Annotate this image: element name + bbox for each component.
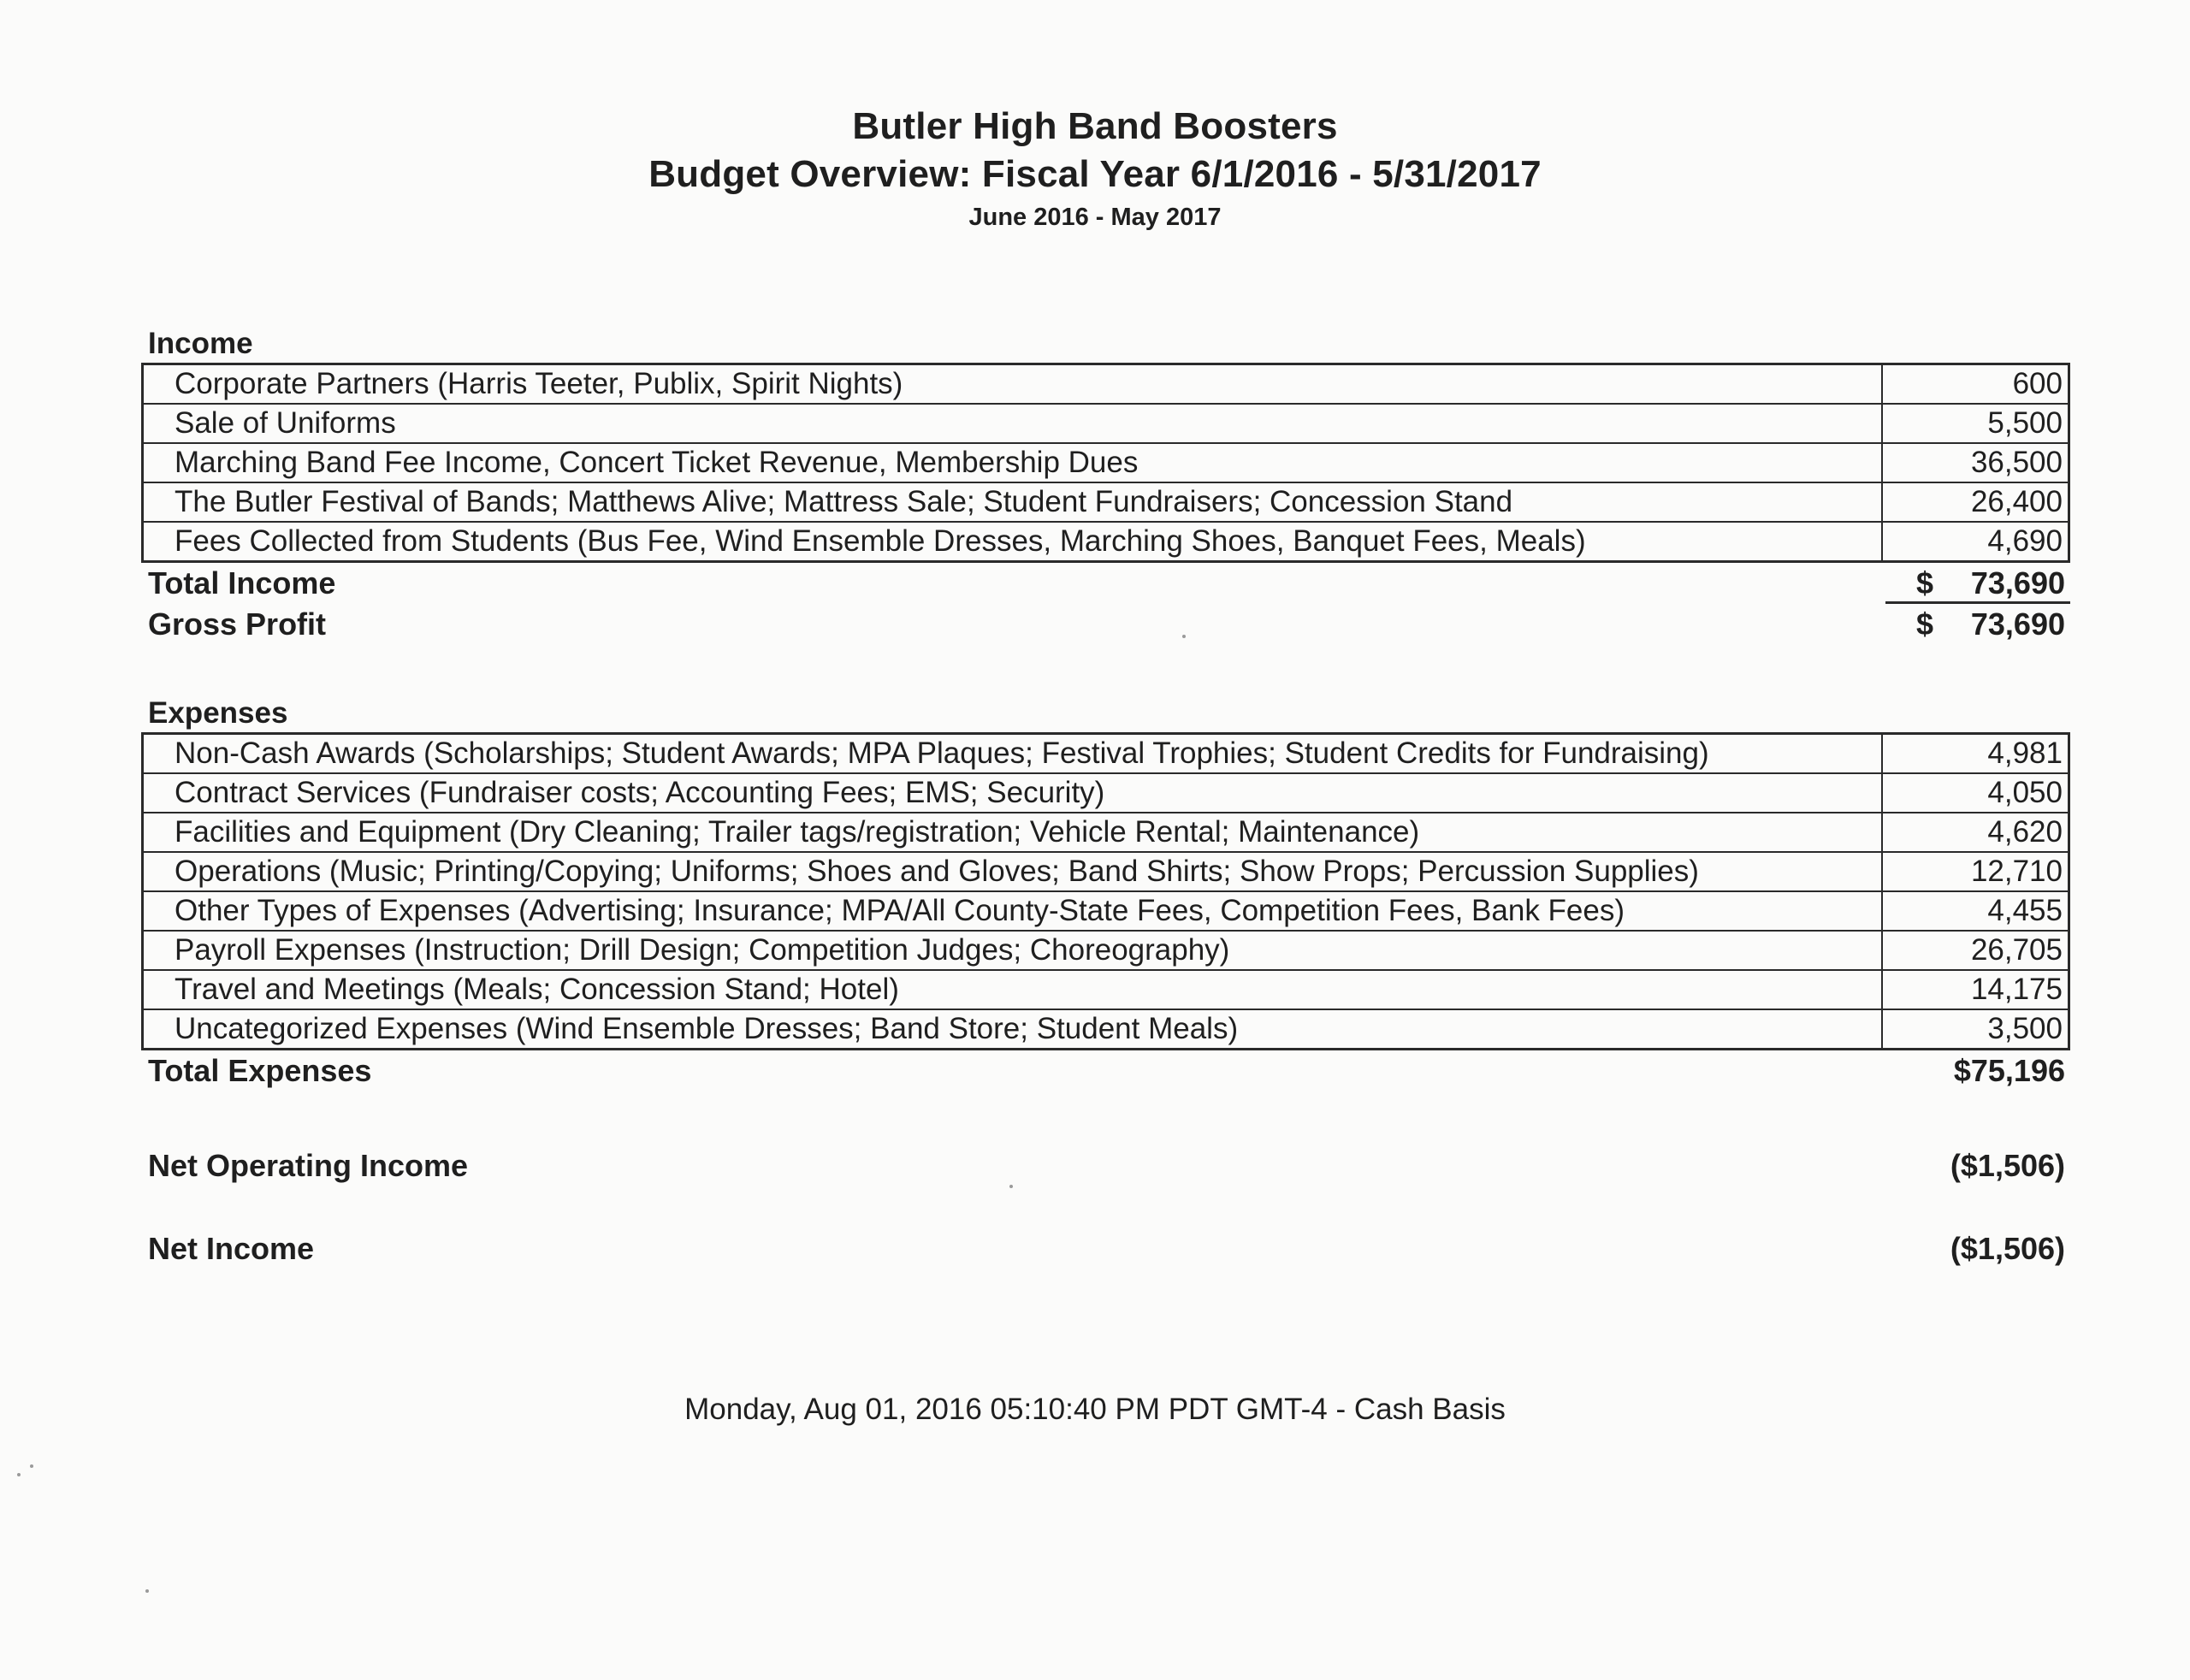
scan-speck bbox=[1009, 1185, 1013, 1188]
total-income-label: Total Income bbox=[148, 565, 336, 600]
expense-item-description: Non-Cash Awards (Scholarships; Student Awards; MPA Plaques; Festival Trophies; Student Credits for Fundraising) bbox=[143, 734, 1883, 774]
table-row bbox=[143, 482, 2069, 522]
income-item-amount: 26,400 bbox=[1882, 482, 2069, 522]
table-row bbox=[143, 404, 2069, 443]
gross-profit-amount: 73,690 bbox=[1970, 606, 2065, 642]
income-item-amount: 4,690 bbox=[1882, 522, 2069, 562]
income-item-description: Fees Collected from Students (Bus Fee, Wind Ensemble Dresses, Marching Shoes, Banquet Fees, Meals) bbox=[143, 522, 1883, 562]
scan-speck bbox=[17, 1473, 21, 1476]
net-income-value: ($1,506) bbox=[1950, 1231, 2065, 1266]
income-item-description: Sale of Uniforms bbox=[143, 404, 1883, 443]
gross-profit-value bbox=[1894, 604, 2065, 645]
expense-item-amount: 4,455 bbox=[1882, 891, 2069, 931]
net-operating-income-label: Net Operating Income bbox=[148, 1148, 469, 1183]
table-row bbox=[143, 852, 2069, 891]
table-row bbox=[143, 364, 2069, 405]
expense-item-description: Facilities and Equipment (Dry Cleaning; Trailer tags/registration; Vehicle Rental; Maintenance) bbox=[143, 813, 1883, 852]
document-header bbox=[0, 103, 2190, 234]
scan-speck bbox=[1182, 635, 1186, 638]
expense-item-amount: 14,175 bbox=[1882, 970, 2069, 1009]
table-row bbox=[143, 970, 2069, 1009]
report-title: Budget Overview: Fiscal Year 6/1/2016 - 5/31/2017 bbox=[648, 153, 1542, 195]
income-heading: Income bbox=[148, 327, 253, 360]
expense-item-description: Other Types of Expenses (Advertising; Insurance; MPA/All County-State Fees, Competition Fees, Bank Fees) bbox=[143, 891, 1883, 931]
table-row bbox=[143, 773, 2069, 813]
expense-item-description: Uncategorized Expenses (Wind Ensemble Dresses; Band Store; Student Meals) bbox=[143, 1009, 1883, 1050]
expense-item-amount: 4,620 bbox=[1882, 813, 2069, 852]
total-income-value bbox=[1894, 563, 2065, 604]
income-item-description: Marching Band Fee Income, Concert Ticket Revenue, Membership Dues bbox=[143, 443, 1883, 482]
report-period: June 2016 - May 2017 bbox=[968, 204, 1222, 231]
expense-item-description: Travel and Meetings (Meals; Concession Stand; Hotel) bbox=[143, 970, 1883, 1009]
expense-item-amount: 3,500 bbox=[1882, 1009, 2069, 1050]
gross-profit-row bbox=[141, 604, 2070, 645]
expense-item-amount: 26,705 bbox=[1882, 931, 2069, 970]
income-item-amount: 36,500 bbox=[1882, 443, 2069, 482]
income-item-description: Corporate Partners (Harris Teeter, Publix, Spirit Nights) bbox=[143, 364, 1883, 405]
table-row bbox=[143, 891, 2069, 931]
expense-item-amount: 4,050 bbox=[1882, 773, 2069, 813]
income-item-amount: 5,500 bbox=[1882, 404, 2069, 443]
expense-item-amount: 4,981 bbox=[1882, 734, 2069, 774]
total-expenses-row bbox=[141, 1050, 2070, 1091]
total-expenses-value: $75,196 bbox=[1953, 1053, 2065, 1088]
total-income-amount: 73,690 bbox=[1970, 565, 2065, 600]
expense-item-description: Contract Services (Fundraiser costs; Accounting Fees; EMS; Security) bbox=[143, 773, 1883, 813]
expense-item-amount: 12,710 bbox=[1882, 852, 2069, 891]
table-row bbox=[143, 734, 2069, 774]
table-row bbox=[143, 1009, 2069, 1050]
income-item-amount: 600 bbox=[1882, 364, 2069, 405]
organization-name: Butler High Band Boosters bbox=[852, 105, 1338, 147]
net-income-row bbox=[141, 1227, 2070, 1270]
total-expenses-label: Total Expenses bbox=[148, 1053, 372, 1088]
net-income-label: Net Income bbox=[148, 1231, 315, 1266]
scan-speck bbox=[30, 1464, 33, 1468]
report-footer-timestamp: Monday, Aug 01, 2016 05:10:40 PM PDT GMT-4 - Cash Basis bbox=[684, 1393, 1506, 1426]
currency-symbol: $ bbox=[1916, 565, 1934, 600]
net-operating-income-row bbox=[141, 1145, 2070, 1187]
expense-item-description: Payroll Expenses (Instruction; Drill Design; Competition Judges; Choreography) bbox=[143, 931, 1883, 970]
table-row bbox=[143, 443, 2069, 482]
income-item-description: The Butler Festival of Bands; Matthews Alive; Mattress Sale; Student Fundraisers; Concession Stand bbox=[143, 482, 1883, 522]
income-table bbox=[141, 363, 2070, 563]
expenses-table bbox=[141, 732, 2070, 1050]
table-row bbox=[143, 931, 2069, 970]
gross-profit-label: Gross Profit bbox=[148, 606, 327, 642]
net-operating-income-value: ($1,506) bbox=[1950, 1148, 2065, 1183]
income-section bbox=[141, 325, 2070, 645]
scan-speck bbox=[145, 1589, 149, 1593]
expenses-section bbox=[141, 695, 2070, 1091]
expense-item-description: Operations (Music; Printing/Copying; Uniforms; Shoes and Gloves; Band Shirts; Show Props; Percussion Supplies) bbox=[143, 852, 1883, 891]
table-row bbox=[143, 522, 2069, 562]
currency-symbol: $ bbox=[1916, 606, 1934, 642]
table-row bbox=[143, 813, 2069, 852]
expenses-heading: Expenses bbox=[148, 696, 288, 730]
total-income-row bbox=[141, 563, 2070, 604]
